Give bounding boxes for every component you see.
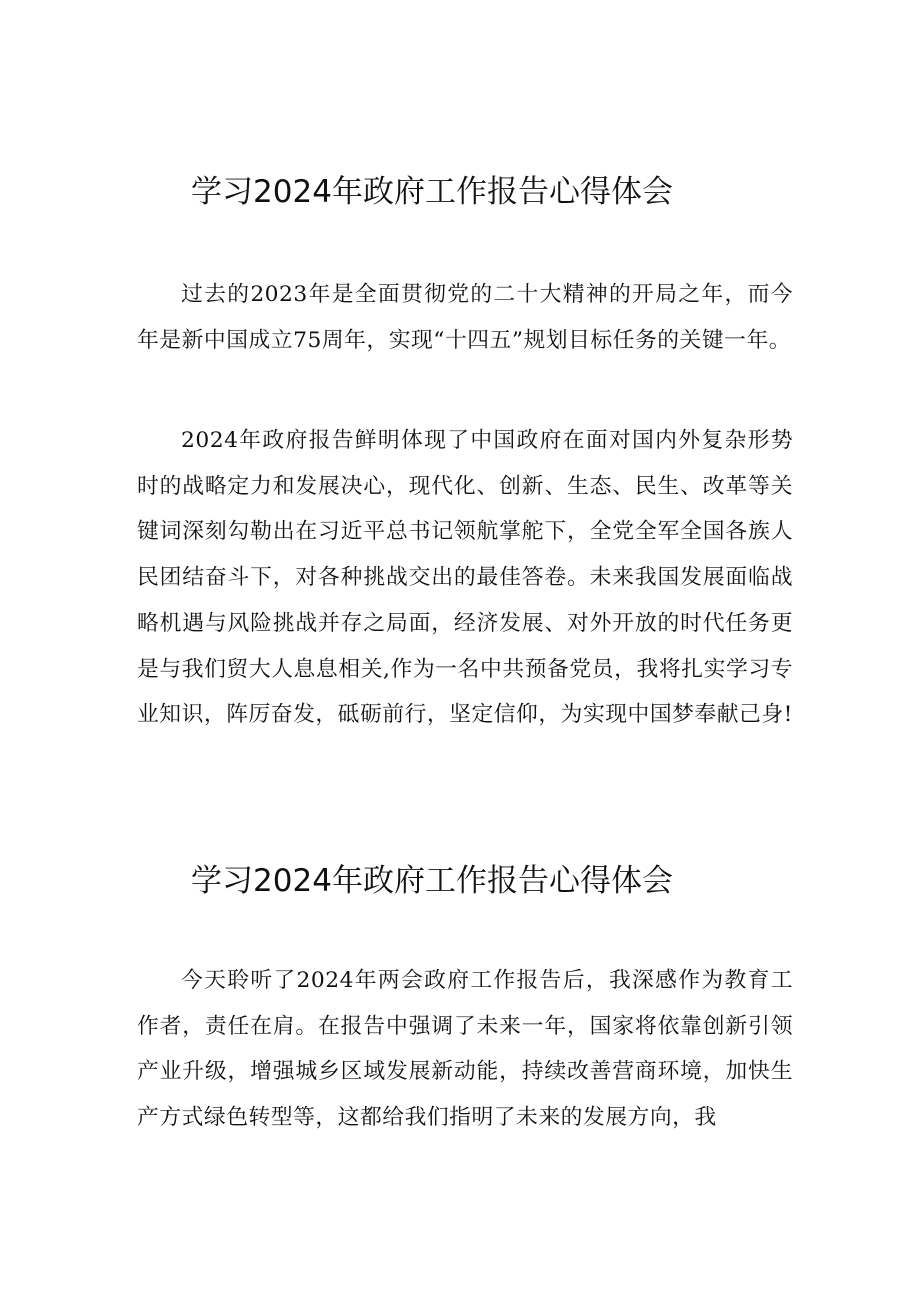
section-2-paragraph-1: 今天聆听了2024年两会政府工作报告后，我深感作为教育工作者，责任在肩。在报告中强调了未来一年，国家将依靠创新引领产业升级，增强城乡区域发展新动能，持续改善营商环境，加快生产方式绿色转型等，这都给我们指明了未来的发展方向，我 <box>137 968 793 1131</box>
section-1-paragraph-1: 过去的2023年是全面贯彻党的二十大精神的开局之年，而今年是新中国成立75周年，实现“十四五”规划目标任务的关键一年。 <box>137 282 793 353</box>
section-1-paragraph-2: 2024年政府报告鲜明体现了中国政府在面对国内外复杂形势时的战略定力和发展决心，现代化、创新、生态、民生、改革等关键词深刻勾勒出在习近平总书记领航掌舵下，全党全军全国各族人民团结奋斗下，对各种挑战交出的最佳答卷。未来我国发展面临战略机遇与风险挑战并存之局面，经济发展、对外开放的时代任务更是与我们贸大人息息相关,作为一名中共预备党员，我将扎实学习专业知识，阵厉奋发，砥砺前行，坚定信仰，为实现中国梦奉献己身! <box>137 428 793 728</box>
section-2-title: 学习2024年政府工作报告心得体会 <box>191 863 673 899</box>
section-1-title: 学习2024年政府工作报告心得体会 <box>191 174 673 210</box>
